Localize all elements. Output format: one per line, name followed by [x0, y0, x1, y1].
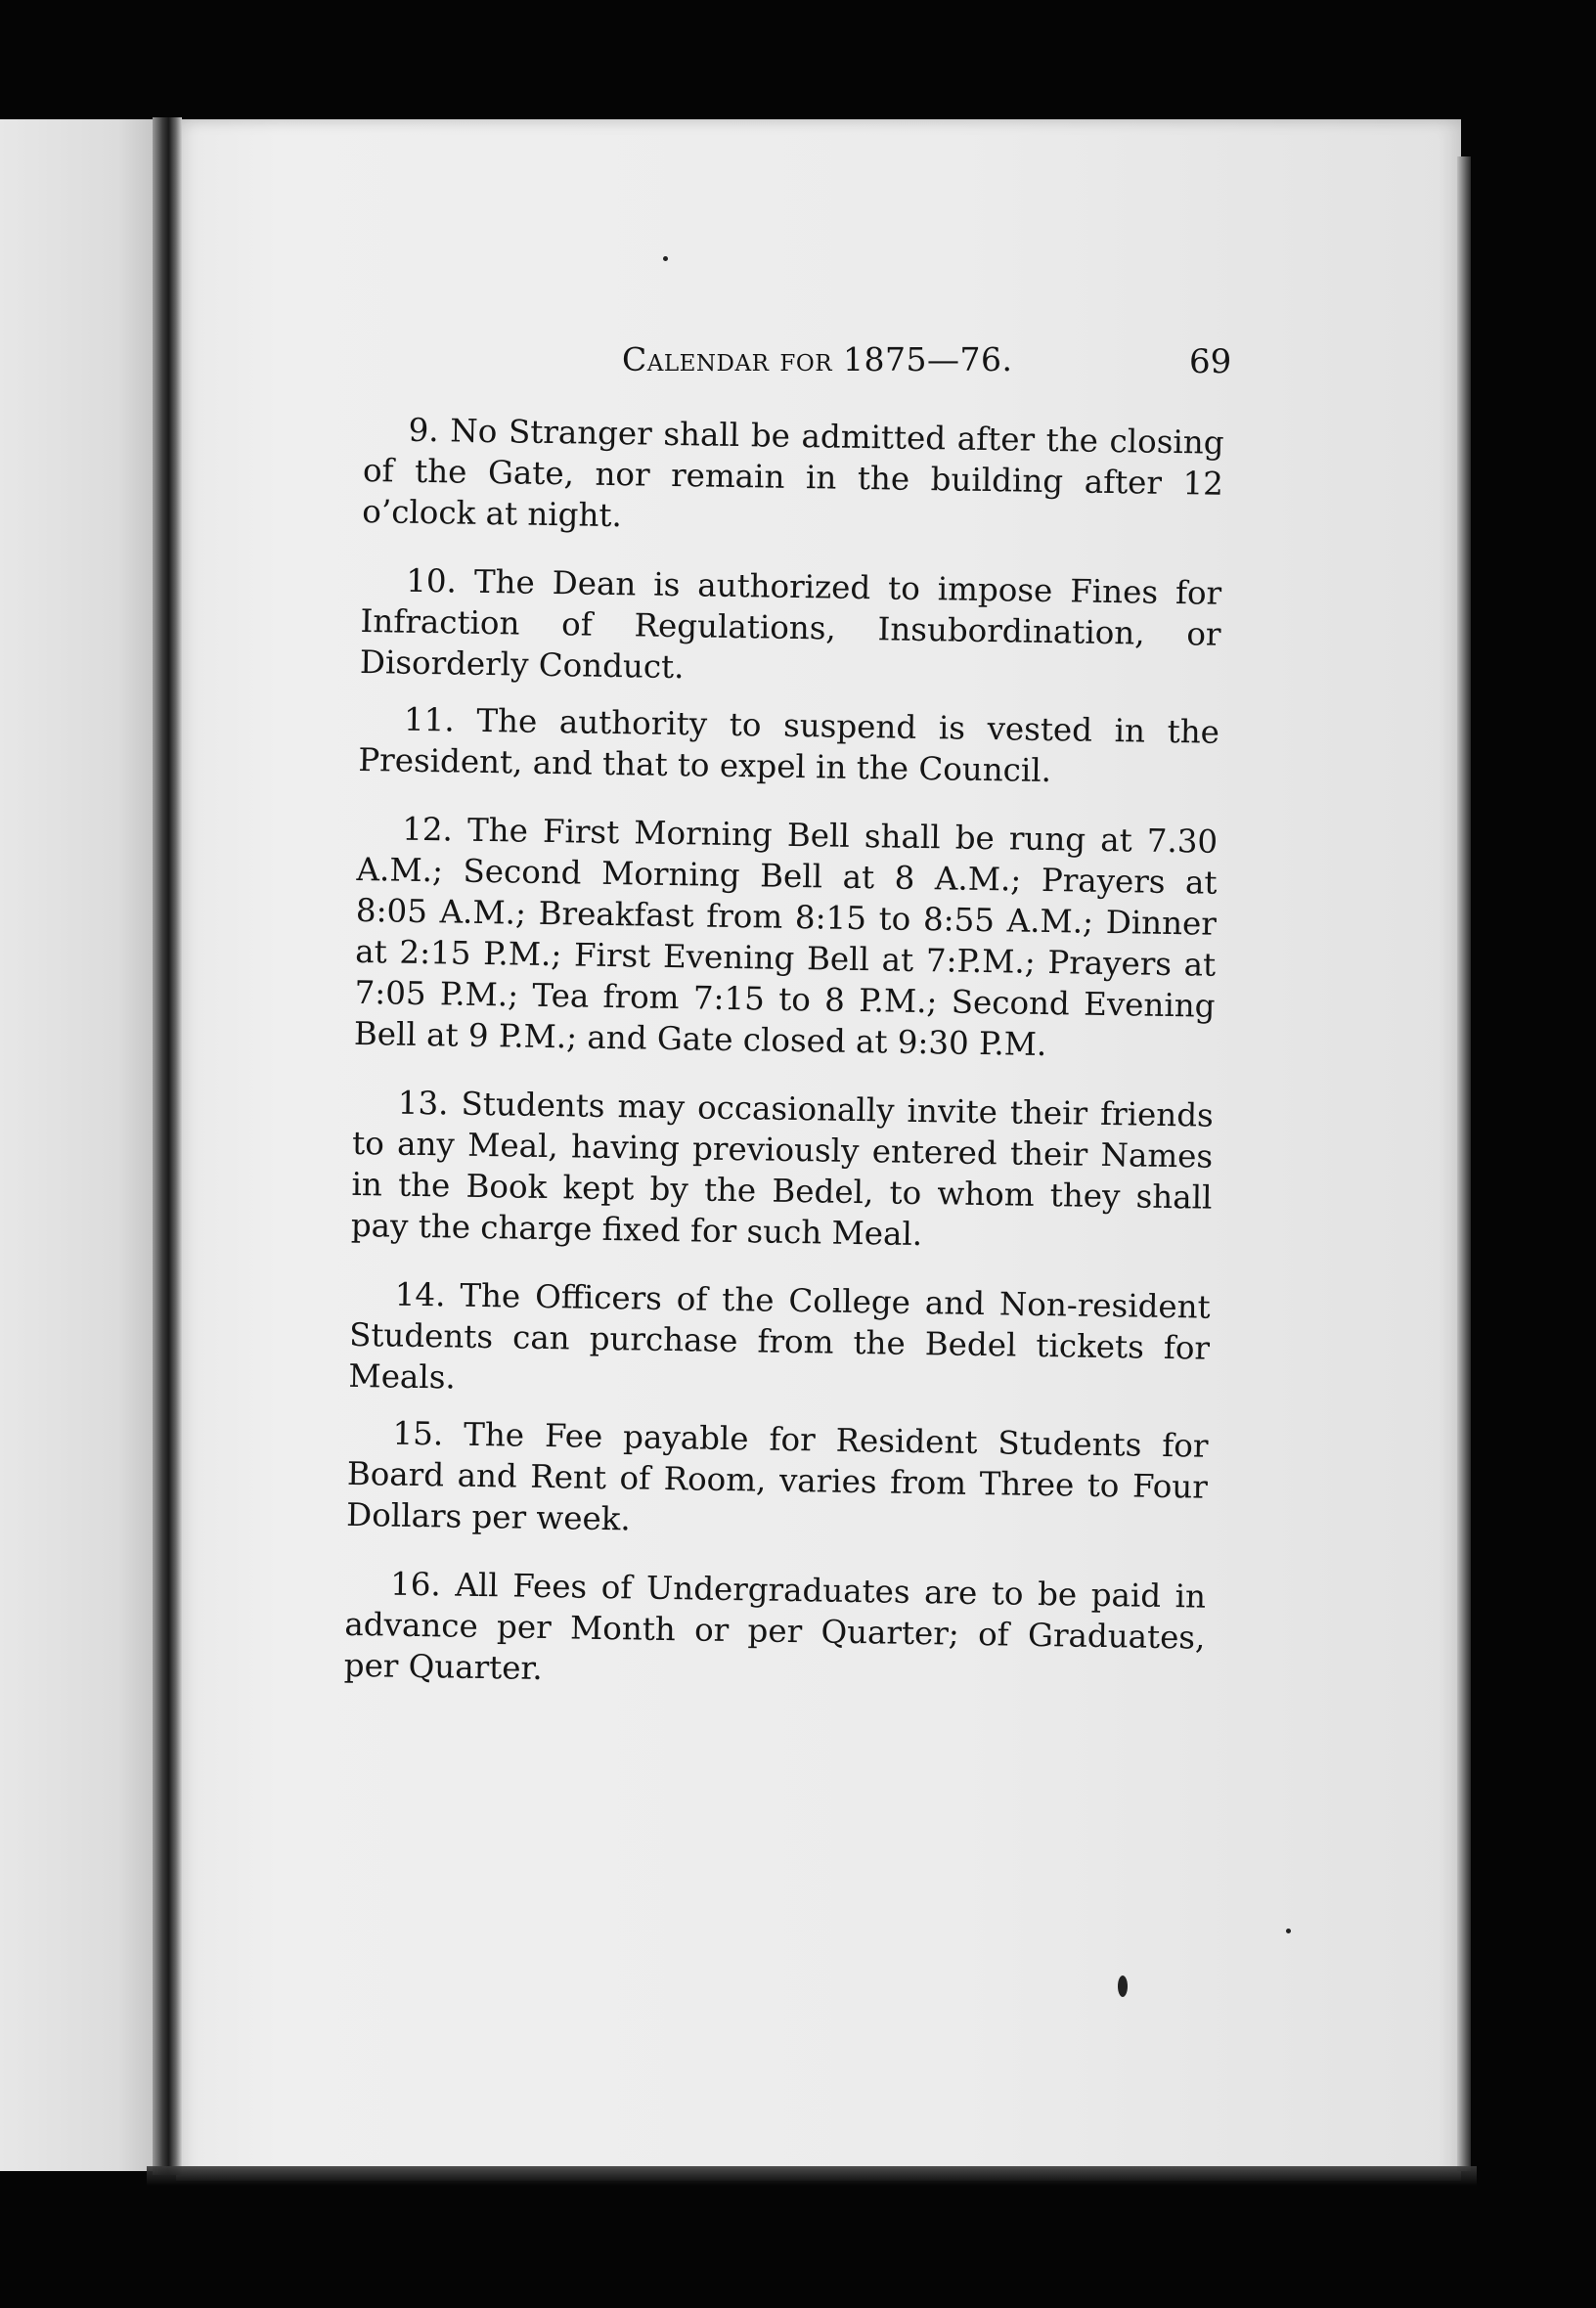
rule-paragraph-13: 13. Students may occasionally invite their friends to any Meal, having previously entered their Names in the Book kept by the Bedel, to whom they shall pay the charge fixed for such Meal. [350, 1084, 1215, 1254]
page-body [343, 409, 1224, 1727]
rule-paragraph-12: 12. The First Morning Bell shall be rung at 7.30 A.M.; Second Morning Bell at 8 A.M.; Prayers at 8:05 A.M.; Breakfast from 8:15 to 8:55 A.M.; Dinner at 2:15 P.M.; First Evening Bell at 7:P.M.; Prayers at 7:05 P.M.; Tea from 7:15 to 8 P.M.; Second Evening Bell at 9 P.M.; and Gate closed at 9:30 P.M. [353, 810, 1219, 1064]
page-header [446, 340, 1232, 389]
rule-paragraph-11: 11. The authority to suspend is vested in the President, and that to expel in the Council. [358, 700, 1220, 790]
rule-paragraph-10: 10. The Dean is authorized to impose Fines for Infraction of Regulations, Insubordination, or Disorderly Conduct. [359, 561, 1222, 687]
rule-paragraph-9: 9. No Stranger shall be admitted after the closing of the Gate, nor remain in the building after 12 o’clock at night. [362, 411, 1224, 535]
ink-speck [663, 256, 668, 261]
running-title: Calendar for 1875—76. [622, 340, 1013, 378]
page-edge [1457, 156, 1471, 2171]
page-bottom-shadow [147, 2166, 1477, 2186]
ink-speck [1118, 1975, 1128, 1997]
rule-paragraph-16: 16. All Fees of Undergraduates are to be paid in advance per Month or per Quarter; of Graduates, per Quarter. [343, 1565, 1207, 1688]
facing-page [0, 119, 168, 2171]
book-gutter [153, 117, 182, 2175]
ink-speck [1286, 1929, 1291, 1933]
page-number: 69 [1189, 342, 1232, 381]
rule-paragraph-15: 15. The Fee payable for Resident Students for Board and Rent of Room, varies from Three to Four Dollars per week. [345, 1414, 1209, 1538]
rule-paragraph-14: 14. The Officers of the College and Non-resident Students can purchase from the Bedel tickets for Meals. [348, 1275, 1211, 1397]
